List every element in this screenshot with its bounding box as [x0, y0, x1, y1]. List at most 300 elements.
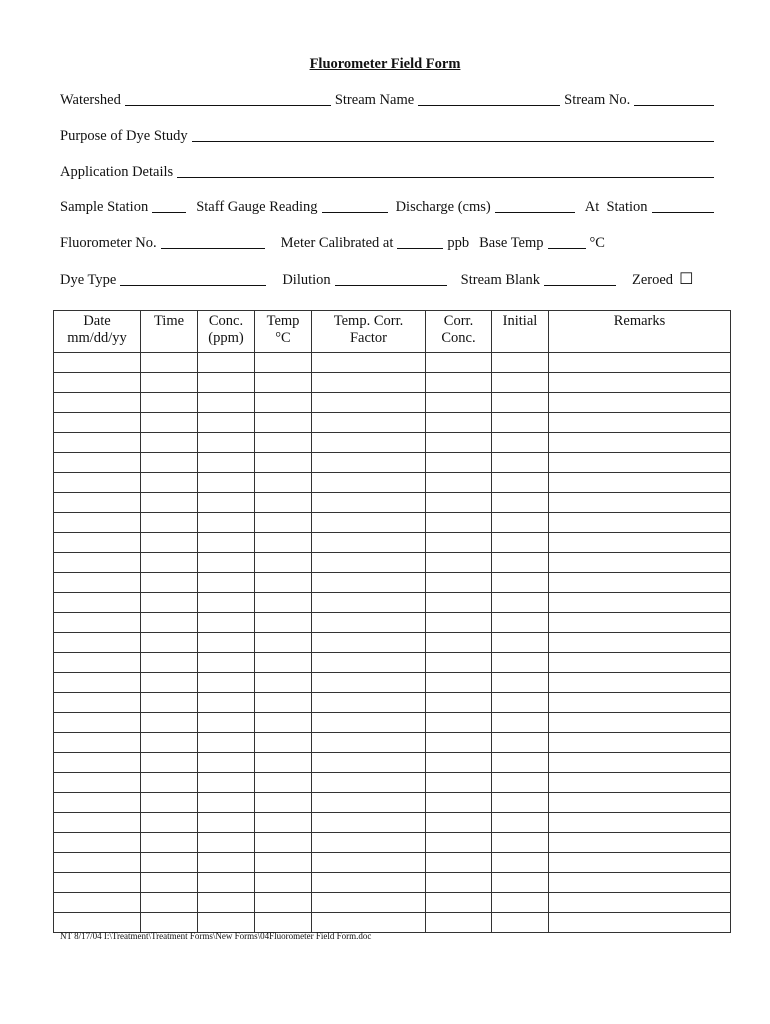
- table-cell[interactable]: [255, 913, 312, 933]
- base-temp-unit: °C: [589, 235, 605, 251]
- table-cell[interactable]: [198, 453, 255, 473]
- table-cell[interactable]: [255, 673, 312, 693]
- dye-row: [60, 269, 718, 289]
- stream-name-field[interactable]: [418, 104, 560, 106]
- table-cell[interactable]: [141, 733, 198, 753]
- table-cell[interactable]: [549, 573, 731, 593]
- table-cell[interactable]: [312, 873, 426, 893]
- table-cell[interactable]: [198, 413, 255, 433]
- table-cell[interactable]: [549, 373, 731, 393]
- table-cell[interactable]: [198, 593, 255, 613]
- table-cell[interactable]: [54, 733, 141, 753]
- sample-station-label: Sample Station: [60, 199, 149, 215]
- table-cell[interactable]: [54, 773, 141, 793]
- table-cell[interactable]: [312, 773, 426, 793]
- meter-calibrated-field[interactable]: [397, 247, 443, 249]
- table-cell[interactable]: [141, 753, 198, 773]
- table-row: [54, 593, 731, 613]
- table-cell[interactable]: [312, 413, 426, 433]
- table-row: [54, 393, 731, 413]
- table-cell[interactable]: [141, 873, 198, 893]
- table-cell[interactable]: [54, 693, 141, 713]
- col-initial-header: Initial: [492, 311, 549, 353]
- table-cell[interactable]: [198, 493, 255, 513]
- watershed-label: Watershed: [60, 92, 121, 108]
- table-cell[interactable]: [549, 433, 731, 453]
- table-cell[interactable]: [54, 793, 141, 813]
- application-row: [60, 161, 718, 181]
- table-row: [54, 353, 731, 373]
- application-label: Application Details: [60, 164, 174, 180]
- table-cell[interactable]: [312, 913, 426, 933]
- stream-no-label: Stream No.: [564, 92, 631, 108]
- table-cell[interactable]: [549, 473, 731, 493]
- table-cell[interactable]: [549, 833, 731, 853]
- application-field[interactable]: [177, 176, 714, 178]
- table-cell[interactable]: [255, 753, 312, 773]
- table-cell[interactable]: [549, 813, 731, 833]
- table-cell[interactable]: [54, 753, 141, 773]
- table-cell[interactable]: [426, 553, 492, 573]
- table-cell[interactable]: [54, 673, 141, 693]
- table-cell[interactable]: [141, 413, 198, 433]
- table-cell[interactable]: [549, 773, 731, 793]
- table-cell[interactable]: [141, 633, 198, 653]
- table-cell[interactable]: [492, 673, 549, 693]
- table-cell[interactable]: [492, 653, 549, 673]
- table-cell[interactable]: [141, 713, 198, 733]
- table-cell[interactable]: [141, 393, 198, 413]
- table-cell[interactable]: [312, 653, 426, 673]
- table-cell[interactable]: [54, 433, 141, 453]
- table-cell[interactable]: [54, 573, 141, 593]
- stream-blank-label: Stream Blank: [460, 272, 540, 288]
- table-cell[interactable]: [255, 793, 312, 813]
- table-cell[interactable]: [549, 873, 731, 893]
- table-cell[interactable]: [54, 813, 141, 833]
- table-cell[interactable]: [255, 593, 312, 613]
- table-cell[interactable]: [198, 673, 255, 693]
- table-cell[interactable]: [255, 733, 312, 753]
- table-cell[interactable]: [255, 573, 312, 593]
- table-cell[interactable]: [426, 733, 492, 753]
- table-cell[interactable]: [141, 473, 198, 493]
- table-cell[interactable]: [492, 753, 549, 773]
- table-cell[interactable]: [549, 413, 731, 433]
- table-cell[interactable]: [549, 353, 731, 373]
- table-cell[interactable]: [549, 393, 731, 413]
- table-cell[interactable]: [492, 913, 549, 933]
- sample-station-field[interactable]: [152, 211, 186, 213]
- table-cell[interactable]: [312, 733, 426, 753]
- table-cell[interactable]: [492, 513, 549, 533]
- table-cell[interactable]: [426, 893, 492, 913]
- table-cell[interactable]: [492, 873, 549, 893]
- table-cell[interactable]: [141, 353, 198, 373]
- dye-type-label: Dye Type: [60, 272, 117, 288]
- table-cell[interactable]: [426, 373, 492, 393]
- table-cell[interactable]: [492, 893, 549, 913]
- table-cell[interactable]: [549, 593, 731, 613]
- table-cell[interactable]: [141, 533, 198, 553]
- table-cell[interactable]: [549, 613, 731, 633]
- table-cell[interactable]: [492, 853, 549, 873]
- staff-gauge-field[interactable]: [322, 211, 388, 213]
- table-cell[interactable]: [426, 493, 492, 513]
- table-cell[interactable]: [54, 553, 141, 573]
- table-cell[interactable]: [54, 873, 141, 893]
- table-cell[interactable]: [141, 653, 198, 673]
- table-cell[interactable]: [141, 553, 198, 573]
- table-cell[interactable]: [312, 533, 426, 553]
- table-cell[interactable]: [54, 593, 141, 613]
- table-cell[interactable]: [255, 373, 312, 393]
- table-cell[interactable]: [426, 573, 492, 593]
- base-temp-label: Base Temp: [479, 235, 544, 251]
- table-row: [54, 753, 731, 773]
- table-row: [54, 633, 731, 653]
- table-cell[interactable]: [255, 473, 312, 493]
- watershed-row: [60, 89, 718, 109]
- table-cell[interactable]: [549, 753, 731, 773]
- table-cell[interactable]: [549, 533, 731, 553]
- table-cell[interactable]: [426, 593, 492, 613]
- table-cell[interactable]: [198, 793, 255, 813]
- table-cell[interactable]: [141, 693, 198, 713]
- table-row: [54, 473, 731, 493]
- table-cell[interactable]: [198, 893, 255, 913]
- table-cell[interactable]: [198, 393, 255, 413]
- table-cell[interactable]: [255, 853, 312, 873]
- table-cell[interactable]: [141, 513, 198, 533]
- table-cell[interactable]: [255, 553, 312, 573]
- table-cell[interactable]: [426, 773, 492, 793]
- table-cell[interactable]: [54, 373, 141, 393]
- table-cell[interactable]: [198, 653, 255, 673]
- table-cell[interactable]: [255, 713, 312, 733]
- table-cell[interactable]: [255, 613, 312, 633]
- purpose-label: Purpose of Dye Study: [60, 128, 188, 144]
- table-cell[interactable]: [549, 853, 731, 873]
- table-cell[interactable]: [549, 713, 731, 733]
- table-row: [54, 493, 731, 513]
- table-row: [54, 813, 731, 833]
- table-row: [54, 733, 731, 753]
- table-cell[interactable]: [426, 693, 492, 713]
- table-cell[interactable]: [141, 813, 198, 833]
- table-cell[interactable]: [312, 553, 426, 573]
- table-cell[interactable]: [54, 393, 141, 413]
- table-cell[interactable]: [312, 613, 426, 633]
- table-cell[interactable]: [492, 593, 549, 613]
- table-cell[interactable]: [426, 913, 492, 933]
- table-cell[interactable]: [549, 553, 731, 573]
- table-cell[interactable]: [549, 733, 731, 753]
- table-cell[interactable]: [312, 453, 426, 473]
- table-cell[interactable]: [198, 373, 255, 393]
- dilution-field[interactable]: [335, 284, 447, 286]
- table-cell[interactable]: [255, 893, 312, 913]
- col-temp-header: Temp °C: [255, 311, 312, 353]
- table-cell[interactable]: [492, 413, 549, 433]
- table-cell[interactable]: [492, 713, 549, 733]
- form-title: Fluorometer Field Form: [309, 56, 461, 72]
- table-cell[interactable]: [255, 653, 312, 673]
- table-header-row: [54, 311, 731, 353]
- discharge-field[interactable]: [495, 211, 575, 213]
- table-cell[interactable]: [549, 893, 731, 913]
- col-conc-header: Conc. (ppm): [198, 311, 255, 353]
- zeroed-label: Zeroed: [632, 272, 674, 288]
- table-row: [54, 673, 731, 693]
- table-cell[interactable]: [549, 453, 731, 473]
- table-cell[interactable]: [198, 753, 255, 773]
- table-cell[interactable]: [426, 633, 492, 653]
- table-cell[interactable]: [198, 573, 255, 593]
- table-cell[interactable]: [312, 713, 426, 733]
- table-cell[interactable]: [312, 813, 426, 833]
- table-cell[interactable]: [255, 773, 312, 793]
- table-cell[interactable]: [549, 693, 731, 713]
- checkbox-icon[interactable]: ☐: [679, 271, 694, 288]
- table-cell[interactable]: [426, 653, 492, 673]
- table-cell[interactable]: [549, 513, 731, 533]
- table-cell[interactable]: [141, 793, 198, 813]
- table-cell[interactable]: [426, 413, 492, 433]
- table-cell[interactable]: [426, 453, 492, 473]
- table-cell[interactable]: [426, 433, 492, 453]
- table-cell[interactable]: [426, 613, 492, 633]
- table-cell[interactable]: [198, 433, 255, 453]
- table-cell[interactable]: [141, 373, 198, 393]
- table-cell[interactable]: [426, 873, 492, 893]
- table-cell[interactable]: [312, 793, 426, 813]
- table-cell[interactable]: [492, 473, 549, 493]
- table-cell[interactable]: [54, 653, 141, 673]
- table-cell[interactable]: [312, 633, 426, 653]
- table-cell[interactable]: [198, 773, 255, 793]
- table-cell[interactable]: [141, 613, 198, 633]
- table-cell[interactable]: [492, 613, 549, 633]
- table-cell[interactable]: [54, 713, 141, 733]
- fluorometer-row: [60, 232, 718, 252]
- table-cell[interactable]: [426, 753, 492, 773]
- table-cell[interactable]: [312, 353, 426, 373]
- table-cell[interactable]: [312, 593, 426, 613]
- table-cell[interactable]: [255, 513, 312, 533]
- table-cell[interactable]: [198, 353, 255, 373]
- table-cell[interactable]: [312, 373, 426, 393]
- footer-file-path: NT 8/17/04 I:\Treatment\Treatment Forms\New Forms\04Fluorometer Field Form.doc: [60, 931, 372, 941]
- table-cell[interactable]: [426, 813, 492, 833]
- table-cell[interactable]: [198, 713, 255, 733]
- table-cell[interactable]: [312, 693, 426, 713]
- table-cell[interactable]: [198, 853, 255, 873]
- table-cell[interactable]: [492, 833, 549, 853]
- table-cell[interactable]: [198, 613, 255, 633]
- table-row: [54, 793, 731, 813]
- table-cell[interactable]: [312, 473, 426, 493]
- table-cell[interactable]: [141, 573, 198, 593]
- discharge-label: Discharge (cms): [395, 199, 491, 215]
- table-cell[interactable]: [492, 373, 549, 393]
- table-row: [54, 653, 731, 673]
- stream-no-field[interactable]: [634, 104, 714, 106]
- table-row: [54, 873, 731, 893]
- table-cell[interactable]: [492, 453, 549, 473]
- table-cell[interactable]: [426, 673, 492, 693]
- table-cell[interactable]: [255, 453, 312, 473]
- table-cell[interactable]: [255, 353, 312, 373]
- table-cell[interactable]: [141, 673, 198, 693]
- table-cell[interactable]: [198, 533, 255, 553]
- table-cell[interactable]: [255, 533, 312, 553]
- table-cell[interactable]: [54, 633, 141, 653]
- table-row: [54, 413, 731, 433]
- table-cell[interactable]: [492, 433, 549, 453]
- base-temp-field[interactable]: [548, 247, 586, 249]
- table-cell[interactable]: [141, 853, 198, 873]
- table-cell[interactable]: [312, 833, 426, 853]
- table-cell[interactable]: [255, 693, 312, 713]
- table-cell[interactable]: [312, 893, 426, 913]
- table-cell[interactable]: [492, 353, 549, 373]
- table-cell[interactable]: [54, 513, 141, 533]
- table-cell[interactable]: [54, 353, 141, 373]
- table-cell[interactable]: [141, 593, 198, 613]
- table-cell[interactable]: [312, 573, 426, 593]
- table-row: [54, 613, 731, 633]
- table-cell[interactable]: [549, 493, 731, 513]
- table-cell[interactable]: [255, 493, 312, 513]
- table-cell[interactable]: [255, 813, 312, 833]
- table-cell[interactable]: [54, 833, 141, 853]
- table-cell[interactable]: [198, 813, 255, 833]
- table-cell[interactable]: [312, 393, 426, 413]
- table-cell[interactable]: [312, 753, 426, 773]
- table-cell[interactable]: [141, 493, 198, 513]
- table-cell[interactable]: [255, 413, 312, 433]
- purpose-row: [60, 125, 718, 145]
- table-cell[interactable]: [426, 833, 492, 853]
- table-cell[interactable]: [141, 913, 198, 933]
- table-cell[interactable]: [198, 693, 255, 713]
- stream-blank-field[interactable]: [544, 284, 616, 286]
- table-cell[interactable]: [492, 493, 549, 513]
- col-corr-conc-header: Corr. Conc.: [426, 311, 492, 353]
- table-cell[interactable]: [426, 793, 492, 813]
- dye-type-field[interactable]: [120, 284, 266, 286]
- table-cell[interactable]: [198, 913, 255, 933]
- table-cell[interactable]: [492, 533, 549, 553]
- table-cell[interactable]: [141, 433, 198, 453]
- table-cell[interactable]: [492, 633, 549, 653]
- table-cell[interactable]: [54, 853, 141, 873]
- table-row: [54, 433, 731, 453]
- table-cell[interactable]: [54, 473, 141, 493]
- table-cell[interactable]: [312, 853, 426, 873]
- table-cell[interactable]: [426, 353, 492, 373]
- meter-calibrated-label: Meter Calibrated at: [280, 235, 394, 251]
- table-cell[interactable]: [312, 493, 426, 513]
- table-cell[interactable]: [198, 633, 255, 653]
- at-station-label: At Station: [584, 199, 648, 215]
- table-cell[interactable]: [549, 653, 731, 673]
- table-cell[interactable]: [54, 413, 141, 433]
- table-cell[interactable]: [492, 693, 549, 713]
- table-cell[interactable]: [54, 893, 141, 913]
- table-cell[interactable]: [198, 513, 255, 533]
- table-cell[interactable]: [492, 773, 549, 793]
- table-cell[interactable]: [198, 553, 255, 573]
- table-row: [54, 713, 731, 733]
- table-cell[interactable]: [492, 393, 549, 413]
- ppb-label: ppb: [447, 235, 470, 251]
- table-cell[interactable]: [141, 773, 198, 793]
- table-cell[interactable]: [198, 733, 255, 753]
- table-cell[interactable]: [492, 733, 549, 753]
- table-cell[interactable]: [492, 793, 549, 813]
- table-cell[interactable]: [426, 393, 492, 413]
- table-cell[interactable]: [198, 473, 255, 493]
- table-cell[interactable]: [54, 453, 141, 473]
- table-cell[interactable]: [492, 573, 549, 593]
- table-cell[interactable]: [141, 453, 198, 473]
- table-cell[interactable]: [492, 553, 549, 573]
- staff-gauge-label: Staff Gauge Reading: [196, 199, 318, 215]
- at-station-field[interactable]: [652, 211, 714, 213]
- table-cell[interactable]: [54, 613, 141, 633]
- table-cell[interactable]: [141, 893, 198, 913]
- table-cell[interactable]: [255, 873, 312, 893]
- table-cell[interactable]: [549, 633, 731, 653]
- fluorometer-no-field[interactable]: [161, 247, 265, 249]
- table-cell[interactable]: [426, 853, 492, 873]
- table-cell[interactable]: [426, 473, 492, 493]
- table-cell[interactable]: [549, 673, 731, 693]
- table-cell[interactable]: [312, 513, 426, 533]
- table-cell[interactable]: [255, 633, 312, 653]
- table-row: [54, 573, 731, 593]
- table-row: [54, 453, 731, 473]
- col-remarks-header: Remarks: [549, 311, 731, 353]
- table-row: [54, 373, 731, 393]
- table-cell[interactable]: [54, 533, 141, 553]
- table-cell[interactable]: [426, 533, 492, 553]
- table-cell[interactable]: [255, 393, 312, 413]
- table-row: [54, 893, 731, 913]
- table-cell[interactable]: [426, 713, 492, 733]
- table-cell[interactable]: [549, 913, 731, 933]
- col-date-header: Date mm/dd/yy: [54, 311, 141, 353]
- table-cell[interactable]: [312, 433, 426, 453]
- table-cell[interactable]: [312, 673, 426, 693]
- table-cell[interactable]: [198, 833, 255, 853]
- table-cell[interactable]: [255, 833, 312, 853]
- table-row: [54, 533, 731, 553]
- table-cell[interactable]: [54, 493, 141, 513]
- table-cell[interactable]: [198, 873, 255, 893]
- dilution-label: Dilution: [282, 272, 331, 288]
- table-cell[interactable]: [492, 813, 549, 833]
- purpose-field[interactable]: [192, 140, 714, 142]
- table-cell[interactable]: [255, 433, 312, 453]
- table-cell[interactable]: [549, 793, 731, 813]
- table-cell[interactable]: [141, 833, 198, 853]
- table-cell[interactable]: [426, 513, 492, 533]
- table-cell[interactable]: [54, 913, 141, 933]
- watershed-field[interactable]: [125, 104, 331, 106]
